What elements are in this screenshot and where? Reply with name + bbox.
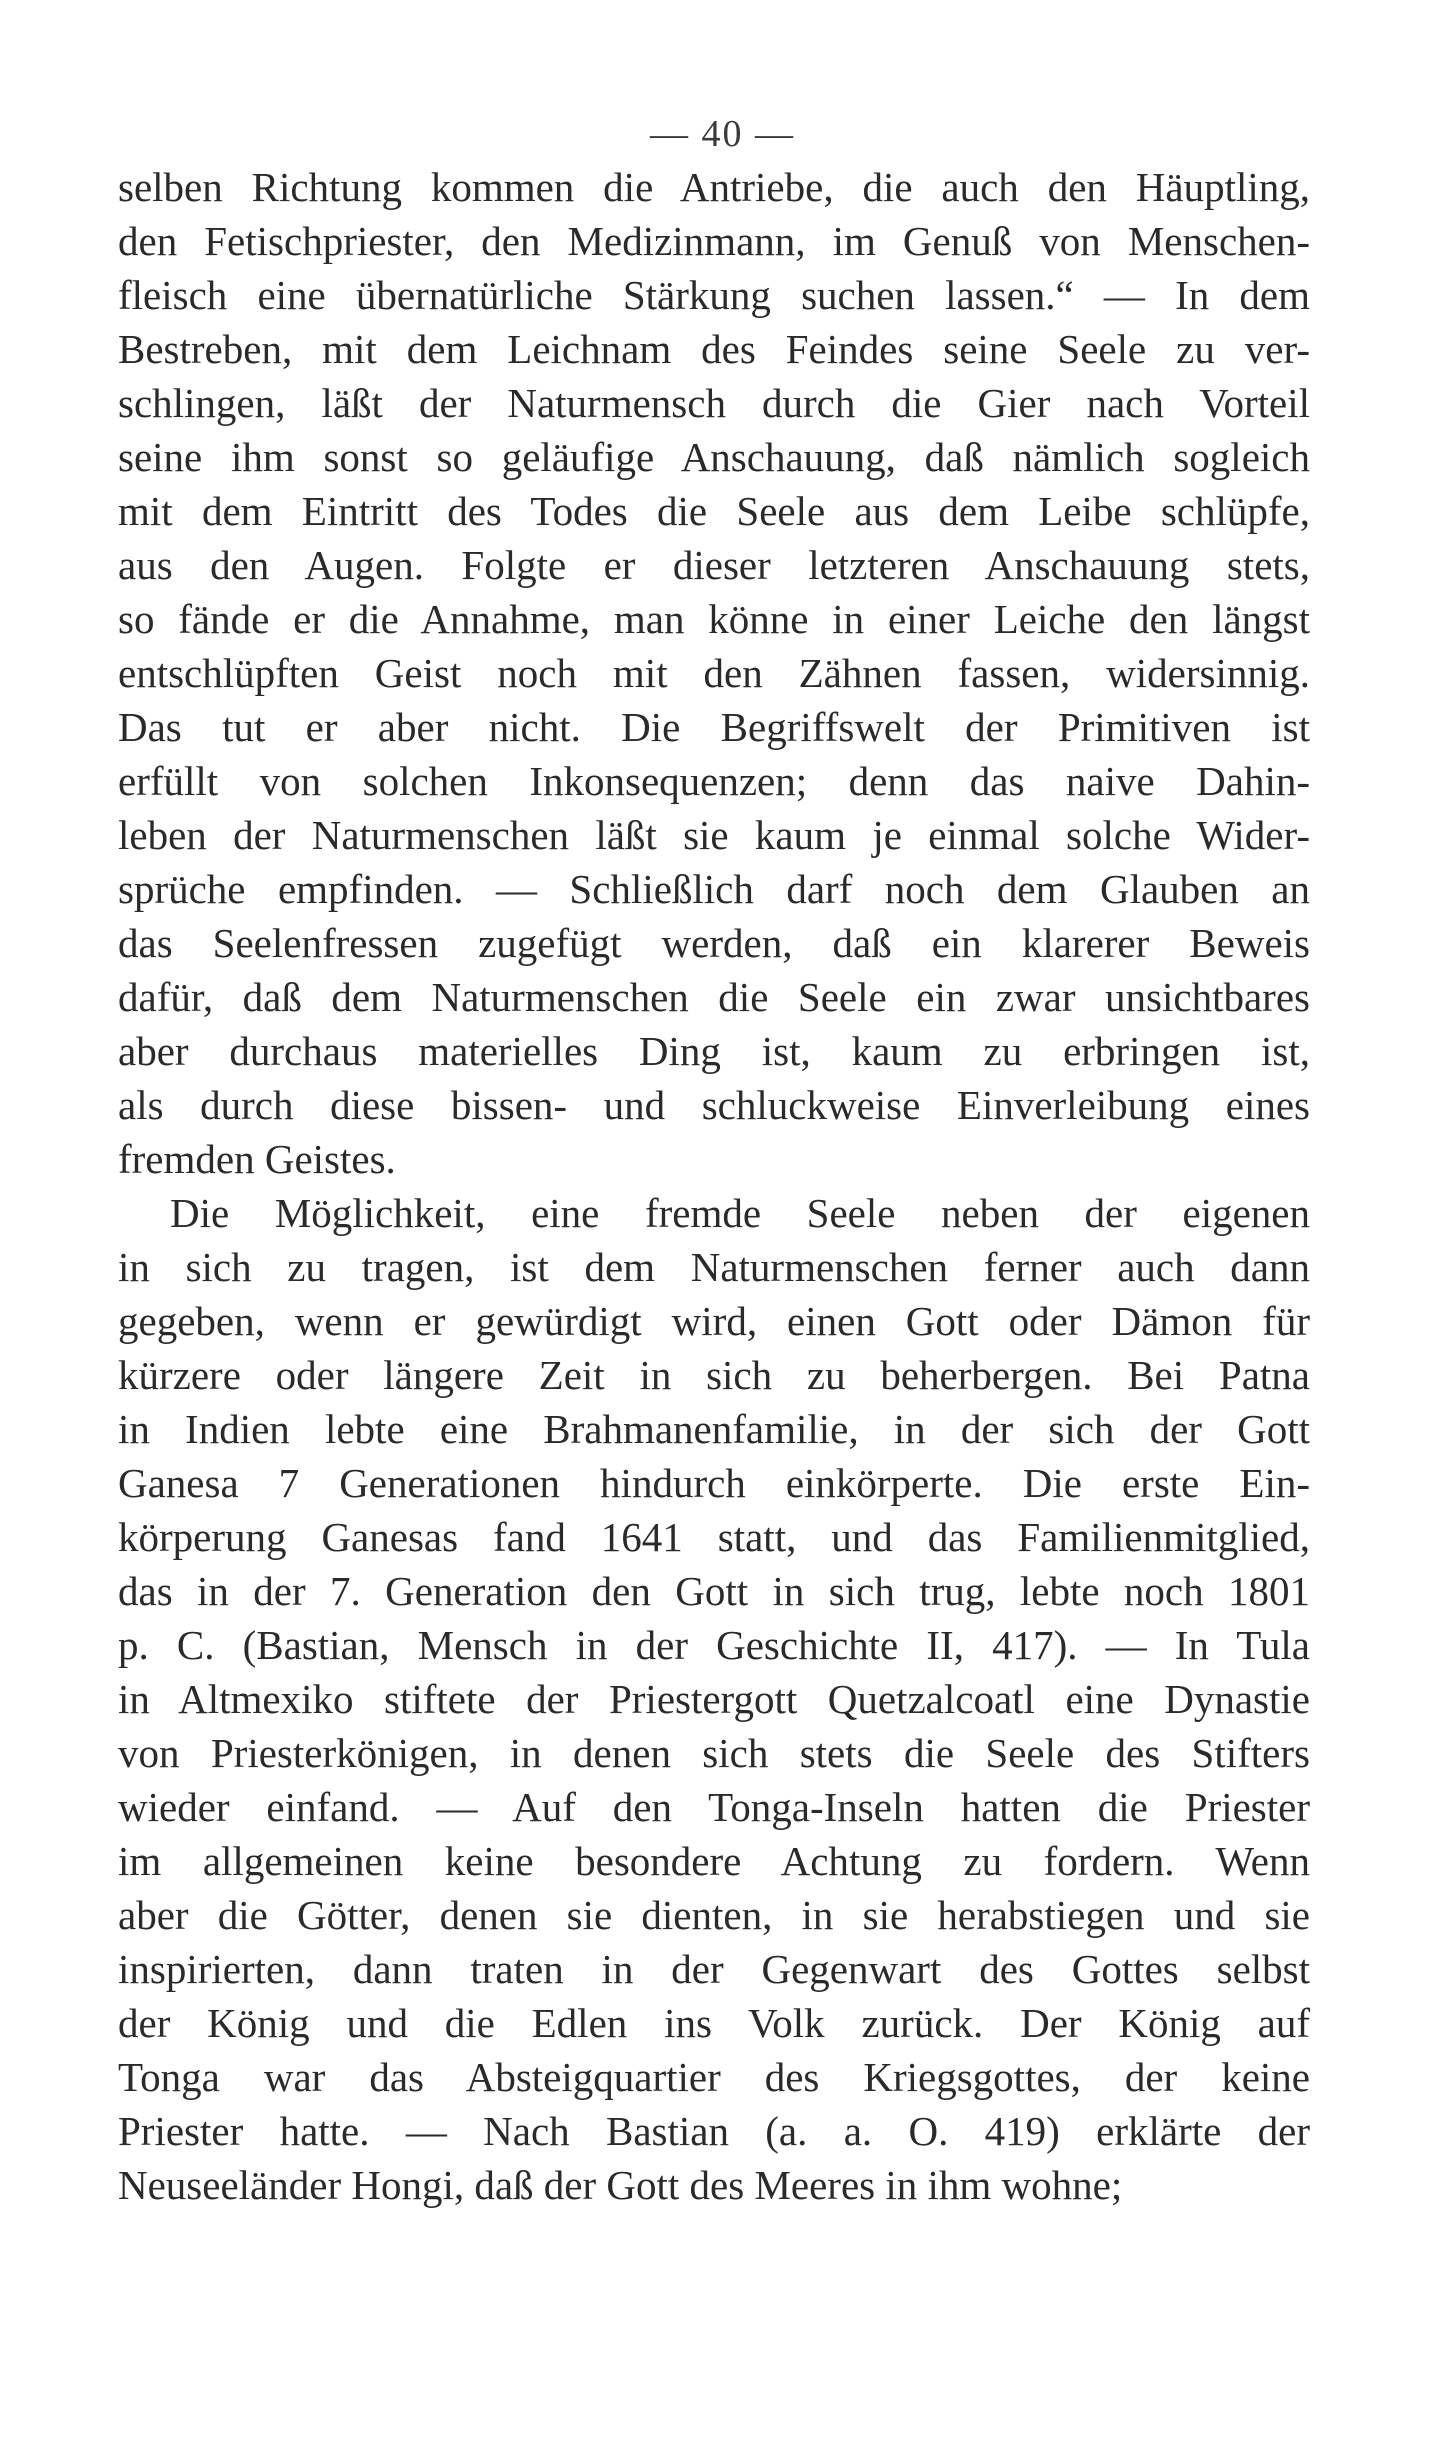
text-line: aus den Augen. Folgte er dieser letzteren Anschauung stets, [118, 542, 1310, 588]
text-line: Neuseeländer Hongi, daß der Gott des Meeres in ihm wohne; [118, 2162, 1123, 2208]
text-line: sprüche empfinden. — Schließlich darf noch dem Glauben an [118, 866, 1310, 912]
text-line: Tonga war das Absteigquartier des Kriegsgottes, der keine [118, 2054, 1310, 2100]
text-line: das Seelenfressen zugefügt werden, daß ein klarerer Beweis [118, 920, 1310, 966]
text-line: so fände er die Annahme, man könne in einer Leiche den längst [118, 596, 1310, 642]
text-line: von Priesterkönigen, in denen sich stets die Seele des Stifters [118, 1730, 1310, 1776]
text-line: entschlüpften Geist noch mit den Zähnen fassen, widersinnig. [118, 650, 1310, 696]
text-line: mit dem Eintritt des Todes die Seele aus dem Leibe schlüpfe, [118, 488, 1310, 534]
text-line: kürzere oder längere Zeit in sich zu beherbergen. Bei Patna [118, 1352, 1310, 1398]
body-text [118, 160, 1310, 2212]
text-line: seine ihm sonst so geläufige Anschauung, daß nämlich sogleich [118, 434, 1310, 480]
text-line: erfüllt von solchen Inkonsequenzen; denn das naive Dahin- [118, 758, 1310, 804]
text-line: selben Richtung kommen die Antriebe, die auch den Häuptling, [118, 164, 1310, 210]
text-line: körperung Ganesas fand 1641 statt, und das Familienmitglied, [118, 1514, 1310, 1560]
paragraph-first-line: Die Möglichkeit, eine fremde Seele neben der eigenen [170, 1190, 1310, 1236]
text-line: leben der Naturmenschen läßt sie kaum je einmal solche Wider- [118, 812, 1310, 858]
text-line: Ganesa 7 Generationen hindurch einkörperte. Die erste Ein- [118, 1460, 1310, 1506]
text-line: inspirierten, dann traten in der Gegenwart des Gottes selbst [118, 1946, 1310, 1992]
text-line: gegeben, wenn er gewürdigt wird, einen Gott oder Dämon für [118, 1298, 1310, 1344]
text-line: in sich zu tragen, ist dem Naturmenschen ferner auch dann [118, 1244, 1310, 1290]
text-line: der König und die Edlen ins Volk zurück. Der König auf [118, 2000, 1310, 2046]
text-line: fleisch eine übernatürliche Stärkung suchen lassen.“ — In dem [118, 272, 1310, 318]
text-line: wieder einfand. — Auf den Tonga-Inseln hatten die Priester [118, 1784, 1310, 1830]
text-line: Bestreben, mit dem Leichnam des Feindes seine Seele zu ver- [118, 326, 1310, 372]
text-line: fremden Geistes. [118, 1136, 396, 1182]
text-line: schlingen, läßt der Naturmensch durch die Gier nach Vorteil [118, 380, 1310, 426]
text-line: den Fetischpriester, den Medizinmann, im Genuß von Menschen- [118, 218, 1310, 264]
text-line: aber die Götter, denen sie dienten, in sie herabstiegen und sie [118, 1892, 1310, 1938]
text-line: p. C. (Bastian, Mensch in der Geschichte II, 417). — In Tula [118, 1622, 1310, 1668]
page-number: — 40 — [650, 113, 795, 155]
text-line: dafür, daß dem Naturmenschen die Seele ein zwar unsichtbares [118, 974, 1310, 1020]
text-line: in Indien lebte eine Brahmanenfamilie, in der sich der Gott [118, 1406, 1310, 1452]
text-line: Das tut er aber nicht. Die Begriffswelt der Primitiven ist [118, 704, 1310, 750]
text-line: aber durchaus materielles Ding ist, kaum zu erbringen ist, [118, 1028, 1310, 1074]
text-line: Priester hatte. — Nach Bastian (a. a. O. 419) erklärte der [118, 2108, 1310, 2154]
text-line: das in der 7. Generation den Gott in sich trug, lebte noch 1801 [118, 1568, 1310, 1614]
text-line: im allgemeinen keine besondere Achtung zu fordern. Wenn [118, 1838, 1310, 1884]
text-line: als durch diese bissen- und schluckweise Einverleibung eines [118, 1082, 1310, 1128]
text-line: in Altmexiko stiftete der Priestergott Quetzalcoatl eine Dynastie [118, 1676, 1310, 1722]
